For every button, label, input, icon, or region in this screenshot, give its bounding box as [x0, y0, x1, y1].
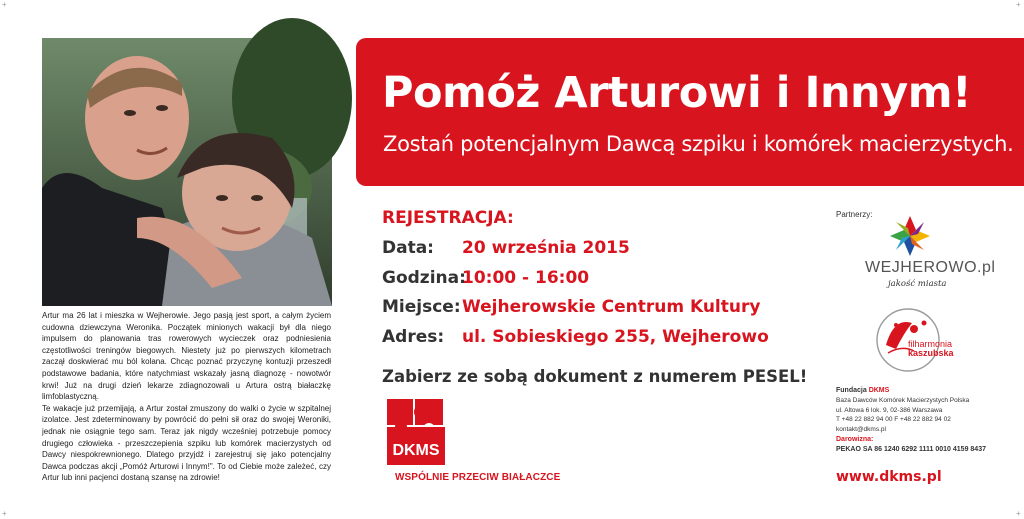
foundation-name-prefix: Fundacja — [836, 387, 869, 394]
bank-account: PEKAO SA 86 1240 6292 1111 0010 4159 8437 — [836, 445, 986, 453]
row-label: Data: — [382, 238, 434, 258]
headline-title: Pomóż Arturowi i Innym! — [382, 68, 972, 118]
foundation-email[interactable]: kontakt@dkms.pl — [836, 426, 886, 434]
headline-subtitle: Zostań potencjalnym Dawcą szpiku i komórek macierzystych. — [383, 132, 1014, 156]
story-paragraph: Te wakacje już przemijają, a Artur został zmuszony do walki o życie w szpitalnej izolatce. Jest zdeterminowany by powrócić do pełni sił oraz do swojej Weroniki, jednak nie osiągnie tego sam. Teraz jak nigdy wcześniej potrzebuje pomocy drugiego człowieka - przeszczepienia szpiku lub komórek macierzystych od Dawcy niespokrewnionego. Dlatego przyjdź i zarejestruj się jako potencjalny Dawca podczas akcji „Pomóż Arturowi i Innym!". To od Ciebie może zależeć, czy Artur lub inni pacjenci dostaną szansę na zdrowie! — [42, 403, 331, 483]
row-value: Wejherowskie Centrum Kultury — [462, 297, 761, 317]
filharmonia-text-line2: kaszubska — [908, 348, 954, 358]
website-link[interactable]: www.dkms.pl — [836, 469, 942, 485]
foundation-info — [836, 386, 986, 455]
wejherowo-name: WEJHEROWO.pl — [865, 259, 996, 276]
row-value: 10:00 - 16:00 — [462, 268, 590, 288]
donations-label: Darowizna: — [836, 435, 874, 443]
filharmonia-text-line1: filharmonia — [908, 339, 953, 349]
dkms-logo — [381, 397, 451, 469]
foundation-address: ul. Altowa 6 lok. 9, 02-386 Warszawa — [836, 406, 943, 414]
foundation-name-brand: DKMS — [868, 387, 890, 394]
registration-heading: REJESTRACJA: — [382, 208, 514, 228]
story-paragraph: Artur ma 26 lat i mieszka w Wejherowie. Jego pasją jest sport, a całym życiem cudowna dziewczyna Weronika. Początek minionych wakacji był dla niego impulsem do planowania tras rowerowych wycieczek oraz podniesienia częstotliwości treningów biegowych. Niestety już po pierwszych kilometrach zaczął doskwierać mu ból kolana. Chcąc poznać przyczynę kontuzji przeszedł podstawowe badania, które natychmiast wskazały jasną diagnozę - nowotwór krwi! Już na drugi dzień lekarze zdiagnozowali u Artura ostrą białaczkę limfoblastyczną. — [42, 311, 331, 402]
row-value: ul. Sobieskiego 255, Wejherowo — [462, 327, 769, 347]
dkms-logo-text: DKMS — [392, 442, 440, 459]
wejherowo-tagline: jakość miasta — [888, 279, 947, 289]
couple-photo — [42, 38, 332, 306]
row-label: Godzina: — [382, 268, 466, 288]
crop-mark: + — [2, 0, 7, 9]
foundation-line: Baza Dawców Komórek Macierzystych Polska — [836, 396, 970, 404]
partners-label: Partnerzy: — [836, 210, 873, 219]
foundation-phone: T +48 22 882 94 00 F +48 22 882 94 02 — [836, 416, 951, 424]
crop-mark: + — [1016, 509, 1021, 518]
row-label: Adres: — [382, 327, 445, 347]
row-label: Miejsce: — [382, 297, 461, 317]
crop-mark: + — [2, 509, 7, 518]
filharmonia-logo — [874, 305, 954, 375]
dkms-tagline: WSPÓLNIE PRZECIW BIAŁACZCE — [395, 472, 561, 483]
bring-document-note: Zabierz ze sobą dokument z numerem PESEL! — [382, 367, 808, 386]
patient-story — [42, 310, 331, 484]
wejherowo-star-icon — [880, 214, 940, 258]
headline-banner — [356, 38, 1024, 186]
crop-mark: + — [1016, 0, 1021, 9]
row-value: 20 września 2015 — [462, 238, 630, 258]
